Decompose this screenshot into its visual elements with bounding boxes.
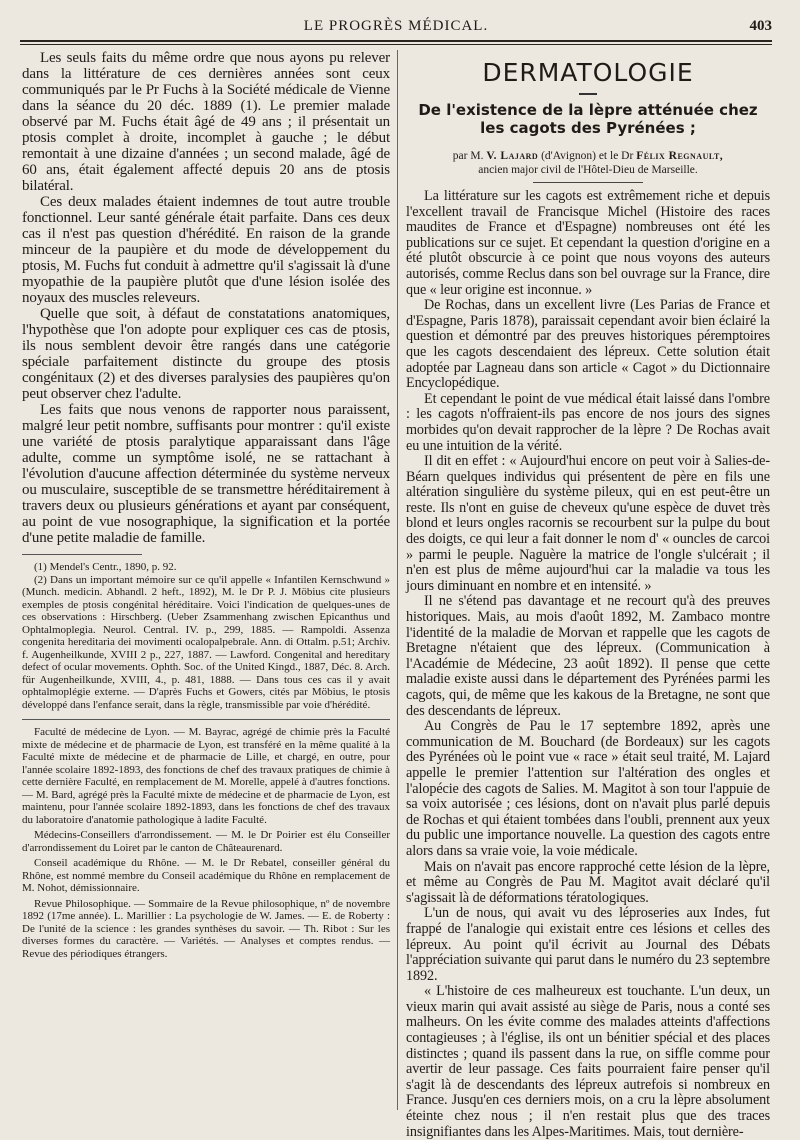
section-title-dash — [579, 93, 597, 95]
body-paragraph: Ces deux malades étaient indemnes de tout autre trouble fonctionnel. Leur santé générale était parfaite. Dans ces deux cas il n'est pas question d'hérédité. En raison de la grande minceur de la paupière et du mode de développement du ptosis, M. Fuchs fut conduit à admettre qu'il s'agissait là d'une myopathie de la paupière plutôt que d'une lésion isolée des noyaux des muscles releveurs. — [22, 194, 390, 306]
header-rule-thin — [20, 44, 772, 45]
byline-prefix: par M. — [452, 150, 484, 162]
article-paragraph: Il dit en effet : « Aujourd'hui encore on peut voir à Salies-de-Béarn quelques individus qui présentent de père en fils une altération singulière du système pileux, qui en est peut-être un reste. Ils n'ont en guise de cheveux qu'une espèce de duvet très blond et leurs ongles racornis se recourbent sur la pulpe du bout des doigts, ce qui leur a fait donner le nom d' « ouncles de carcoi » parmi le peuple. Naguère la matrice de l'ongle s'ulcérait ; il n'en est plus de même aujourd'hui car la maladie va tous les jours diminuant en nombre et en intensité. » — [406, 453, 770, 594]
author-name: V. Lajard — [486, 150, 539, 162]
column-divider — [397, 50, 398, 1110]
news-section-rule — [22, 719, 390, 720]
article-paragraph: Et cependant le point de vue médical était laissé dans l'ombre : les cagots n'offraient-ils pas encore de nos jours des signes morbides qu'on devait rapprocher de la lèpre ? De Rochas avait eu une intuition de la vérité. — [406, 390, 770, 454]
article-paragraph: De Rochas, dans un excellent livre (Les Parias de France et d'Espagne, Paris 1878), paraissait cependant avoir bien éclairé la question et démontré par des preuves historiques péremptoires que les cagots descendaient des lépreux. Cette solution était adoptée par Lagneau dans son article « Cagot » du Dictionnaire Encyclopédique. — [406, 297, 770, 392]
byline — [406, 149, 770, 177]
article-paragraph: Au Congrès de Pau le 17 septembre 1892, après une communication de M. Bouchard (de Bordeaux) sur les cagots des Pyrénées où le point vue « race » était seul traité, M. Lajard appelle le premier l'attention sur l'altération des ongles et l'alopécie des cagots de Salies. M. Magitot à son tour l'appuie de sa voix autorisée ; ces lésions, dont on n'avait plus parlé depuis de Rochas et qui étaient tombées dans l'oubli, prennent aux yeux du public une importance nouvelle. La question des cagots entre alors dans sa vraie voie, la voie médicale. — [406, 718, 770, 859]
news-item: Revue Philosophique. — Sommaire de la Revue philosophique, nº de novembre 1892 (17me année). L. Marillier : La psychologie de W. James. — E. de Roberty : De l'unité de la science : les grandes synthèses du savoir. — Th. Ribot : Sur les diverses formes du caractère. — Variétés. — Analyses et comptes rendus. — Revue des périodiques étrangers. — [22, 897, 390, 960]
news-item: Conseil académique du Rhône. — M. le Dr Rebatel, conseiller général du Rhône, est nommé membre du Conseil académique du Rhône en remplacement de M. Nohot, démissionnaire. — [22, 857, 390, 894]
page-header — [20, 16, 772, 40]
footnote: (1) Mendel's Centr., 1890, p. 92. — [34, 561, 177, 573]
news-item: Faculté de médecine de Lyon. — M. Bayrac, agrégé de chimie près la Faculté mixte de médecine et de pharmacie de Lyon, est transféré en la même qualité à la Faculté mixte de médecine et de pharmacie de Lille, et chargé, en outre, pour l'année scolaire 1892-1893, des fonctions de chef des travaux pratiques de chimie à cette dernière Faculté, en remplacement de M. Morelle, appelé à d'autres fonctions. — M. Bard, agrégé près la Faculté mixte de médecine et de pharmacie de Lyon, est maintenu, pour l'année scolaire 1892-1893, dans les fonctions de chef des travaux du laboratoire d'anatomie pathologique à ladite Faculté. — [22, 726, 390, 826]
page-number: 403 — [749, 18, 772, 34]
footnote: (2) Dans un important mémoire sur ce qu'il appelle « Infantilen Kernschwund » (Munch. medicin. Abhandl. 2 heft., 1892), M. le Dr P. J. Möbius cite plusieurs exemples de ptosis congénital héréditaire. Voici l'indication de quelques-unes de ces observations : Hirschberg. (Ueber Zsammenhang zwischen Epicanthus und Ophtalmoplegia. Neurol. Central. IV. p., 299, 1885. — Rampoldi. Assenza congenita hereditaria dei movimenti ocalopalpebrale. Ann. di Ottalm. p.51; Archiv. f. Augenheilkunde, XVIII 2 p., 227, 1887. — Lawford. Congenital and hereditary defect of ocular movements. Ophth. Soc. of the United Kingd., 1887, Déc. 8. Arch. für Augenheilkunde, XVIII, 4., p. 481, 1888. — Dans tous ces cas il y avait ophtalmoplégie externe. — D'après Fuchs et Gowers, cités par Möbius, le ptosis développé dans l'enfance serait, dans la règle, transmissible par voie d'hérédité. — [22, 573, 390, 711]
article-paragraph: Mais on n'avait pas encore rapproché cette lésion de la lèpre, et même au Congrès de Pau M. Magitot avait déclaré qu'il s'agissait là de déformations tératologiques. — [406, 858, 770, 906]
article-paragraph: « L'histoire de ces malheureux est touchante. L'un deux, un vieux marin qui avait assisté au siège de Paris, nous a conté ses malheurs. On les évite comme des malades atteints d'affections contagieuses ; à l'église, ils ont un bénitier spécial et des places distinctes ; quand ils passent dans la rue, on siffle comme pour avertir de leur passage. Ces faits pourraient faire penser qu'il s'agit là de descendants des lépreux autrefois si nombreux en France. Jusqu'en ces derniers mois, on a cru la lèpre absolument éteinte chez nous ; il n'en restait plus que des traces insignifiantes dans les Alpes-Maritimes. Mais, tout dernière- — [406, 983, 770, 1140]
left-column — [22, 50, 390, 963]
header-rule — [20, 40, 772, 42]
author-name: Félix Regnault, — [636, 150, 724, 162]
right-column — [406, 50, 770, 1140]
news-item: Médecins-Conseillers d'arrondissement. — M. le Dr Poirier est élu Conseiller d'arrondissement du Loiret par le canton de Châteaurenard. — [22, 829, 390, 854]
article-title: De l'existence de la lèpre atténuée chez les cagots des Pyrénées ; — [418, 101, 758, 137]
body-paragraph: Les seuls faits du même ordre que nous ayons pu relever dans la littérature de ces dernières années sont ceux communiqués par le Pr Fuchs à la Société médicale de Vienne dans la séance du 20 déc. 1889 (1). Le premier malade observé par M. Fuchs était âgé de 49 ans ; il présentait un ptosis complet à droite, incomplet à gauche ; le début remontait à une dizaine d'années ; un second malade, âgé de 60 ans, était également affecté depuis 20 ans de ptosis bilatéral. — [22, 50, 390, 194]
body-paragraph: Les faits que nous venons de rapporter nous paraissent, malgré leur petit nombre, suffisants pour montrer : qu'il existe une variété de ptosis paralytique apparaissant dans l'âge adulte, comme un symptôme isolé, ne se rattachant à l'évolution d'aucune affection déterminée du système nerveux ou musculaire, susceptible de se transmettre héréditairement à travers deux ou plusieurs générations et ayant par conséquent, au point de vue nosographique, la signification et la portée d'une petite maladie de famille. — [22, 402, 390, 546]
article-paragraph: Il ne s'étend pas davantage et ne recourt qu'à des preuves historiques. Mais, au mois d'août 1892, M. Zambaco montre l'identité de la maladie de Morvan et rappelle que les cagots de Bretagne n'étaient que des lépreux. (Communication à l'Académie de Médecine, 23 août 1892). Il pense que cette maladie existe aussi dans le département des Pyrénées parmi les cagots, qui, de même que les kakous de la Bretagne, ne sont que des descendants de lépreux. — [406, 593, 770, 719]
title-rule — [533, 182, 643, 183]
author-affiliation: (d'Avignon) et le Dr — [541, 150, 634, 162]
article-paragraph: La littérature sur les cagots est extrêmement riche et depuis l'excellent travail de Francisque Michel (Histoire des races maudites de France et d'Espagne) nombreuses ont été les publications sur ce sujet. Et cependant la question d'origine en a été plutôt obscurcie à ce point que nous voyons des auteurs autorisés, comme Reclus dans son bel ouvrage sur la France, dire que « leur origine est inconnue. » — [406, 188, 770, 298]
author-role: ancien major civil de l'Hôtel-Dieu de Marseille. — [478, 164, 698, 176]
body-paragraph: Quelle que soit, à défaut de constatations anatomiques, l'hypothèse que l'on adopte pour expliquer ces cas de ptosis, ils nous semblent devoir être rangés dans une catégorie spéciale parfaitement distincte du groupe des ptosis congénitaux (2) et des diverses paralysies des paupières qu'on peut observer chez l'adulte. — [22, 306, 390, 402]
running-title: LE PROGRÈS MÉDICAL. — [303, 18, 489, 34]
section-title: DERMATOLOGIE — [482, 58, 694, 87]
footnote-rule — [22, 554, 142, 555]
article-paragraph: L'un de nous, qui avait vu des léproseries aux Indes, fut frappé de l'analogie qui existait entre ces lésions et celles des lépreux. Au point qu'il écrivit au Journal des Débats l'appréciation suivante qui parut dans le numéro du 23 septembre 1892. — [406, 905, 770, 984]
